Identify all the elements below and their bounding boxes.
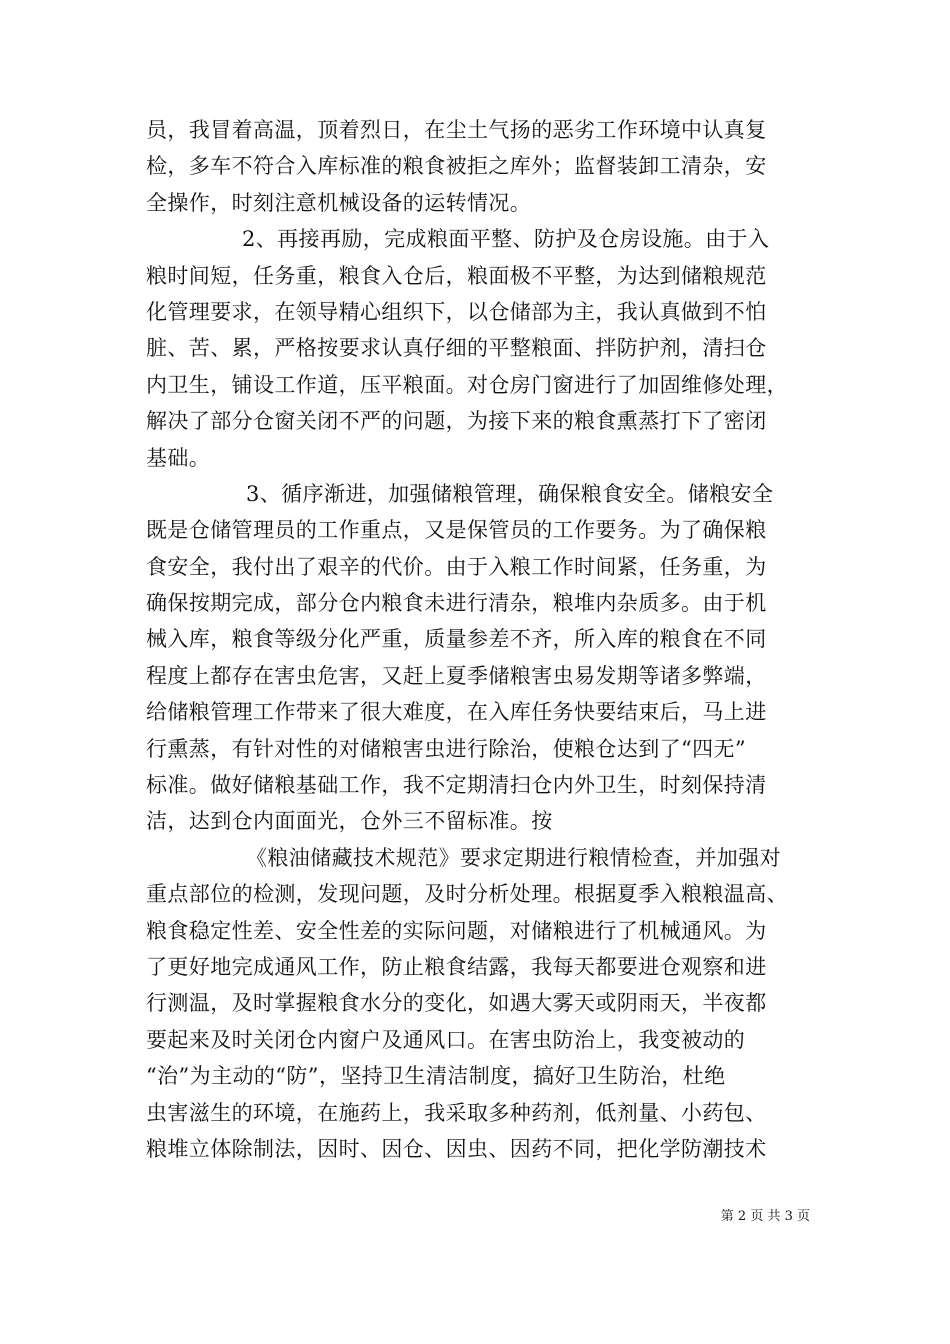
text-line: 了更好地完成通风工作，防止粮食结露，我每天都要进仓观察和进 <box>146 954 767 979</box>
text-line: 洁，达到仓内面面光，仓外三不留标准。按 <box>146 809 553 834</box>
text-line: 粮堆立体除制法，因时、因仓、因虫、因药不同，把化学防潮技术 <box>146 1136 767 1161</box>
text-line: 内卫生，铺设工作道，压平粮面。对仓房门窗进行了加固维修处理， <box>146 372 788 397</box>
text-line: 脏、苦、累，严格按要求认真仔细的平整粮面、拌防护剂，清扫仓 <box>146 336 767 361</box>
text-line: 检，多车不符合入库标准的粮食被拒之库外；监督装卸工清杂，安 <box>146 154 767 179</box>
text-line: 行测温，及时掌握粮食水分的变化，如遇大雾天或阴雨天，半夜都 <box>146 991 767 1016</box>
text-line: 械入库，粮食等级分化严重，质量参差不齐，所入库的粮食在不同 <box>146 627 767 652</box>
text-line: 给储粮管理工作带来了很大难度，在入库任务快要结束后，马上进 <box>146 700 767 725</box>
text-line: 重点部位的检测，发现问题，及时分析处理。根据夏季入粮粮温高、 <box>146 882 788 907</box>
text-line: 基础。 <box>146 445 211 470</box>
page-indicator: 第 2 页 共 3 页 <box>720 1209 810 1224</box>
text-line: 要起来及时关闭仓内窗户及通风口。在害虫防治上，我变被动的 <box>146 1027 746 1052</box>
text-line: 确保按期完成，部分仓内粮食未进行清杂，粮堆内杂质多。由于机 <box>146 591 767 616</box>
text-line: 虫害滋生的环境，在施药上，我采取多种药剂，低剂量、小药包、 <box>146 1100 767 1125</box>
text-line: 食安全，我付出了艰辛的代价。由于入粮工作时间紧，任务重，为 <box>146 554 767 579</box>
body-text <box>146 112 806 1167</box>
paragraph-3-start: 3、循序渐进，加强储粮管理，确保粮食安全。储粮安全 <box>246 481 774 506</box>
text-line: 既是仓储管理员的工作重点，又是保管员的工作要务。为了确保粮 <box>146 518 767 543</box>
text-line: 粮食稳定性差、安全性差的实际问题，对储粮进行了机械通风。为 <box>146 918 767 943</box>
text-line: 员，我冒着高温，顶着烈日，在尘土气扬的恶劣工作环境中认真复 <box>146 118 767 142</box>
text-line: 粮时间短，任务重，粮食入仓后，粮面极不平整，为达到储粮规范 <box>146 263 767 288</box>
text-line: 解决了部分仓窗关闭不严的问题，为接下来的粮食熏蒸打下了密闭 <box>146 409 767 434</box>
text-line: 标准。做好储粮基础工作，我不定期清扫仓内外卫生，时刻保持清 <box>146 773 767 798</box>
text-line: “治”为主动的“防”，坚持卫生清洁制度，搞好卫生防治，杜绝 <box>146 1064 726 1089</box>
paragraph-4-start: 《粮油储藏技术规范》要求定期进行粮情检查，并加强对 <box>246 845 781 870</box>
text-line: 程度上都存在害虫危害，又赶上夏季储粮害虫易发期等诸多弊端， <box>146 663 767 688</box>
text-line: 行熏蒸，有针对性的对储粮害虫进行除治，使粮仓达到了“四无” <box>146 736 747 761</box>
paragraph-2-start: 2、再接再励，完成粮面平整、防护及仓房设施。由于入 <box>242 227 770 252</box>
text-line: 化管理要求，在领导精心组织下，以仓储部为主，我认真做到不怕 <box>146 299 767 324</box>
text-line: 全操作，时刻注意机械设备的运转情况。 <box>146 190 532 215</box>
